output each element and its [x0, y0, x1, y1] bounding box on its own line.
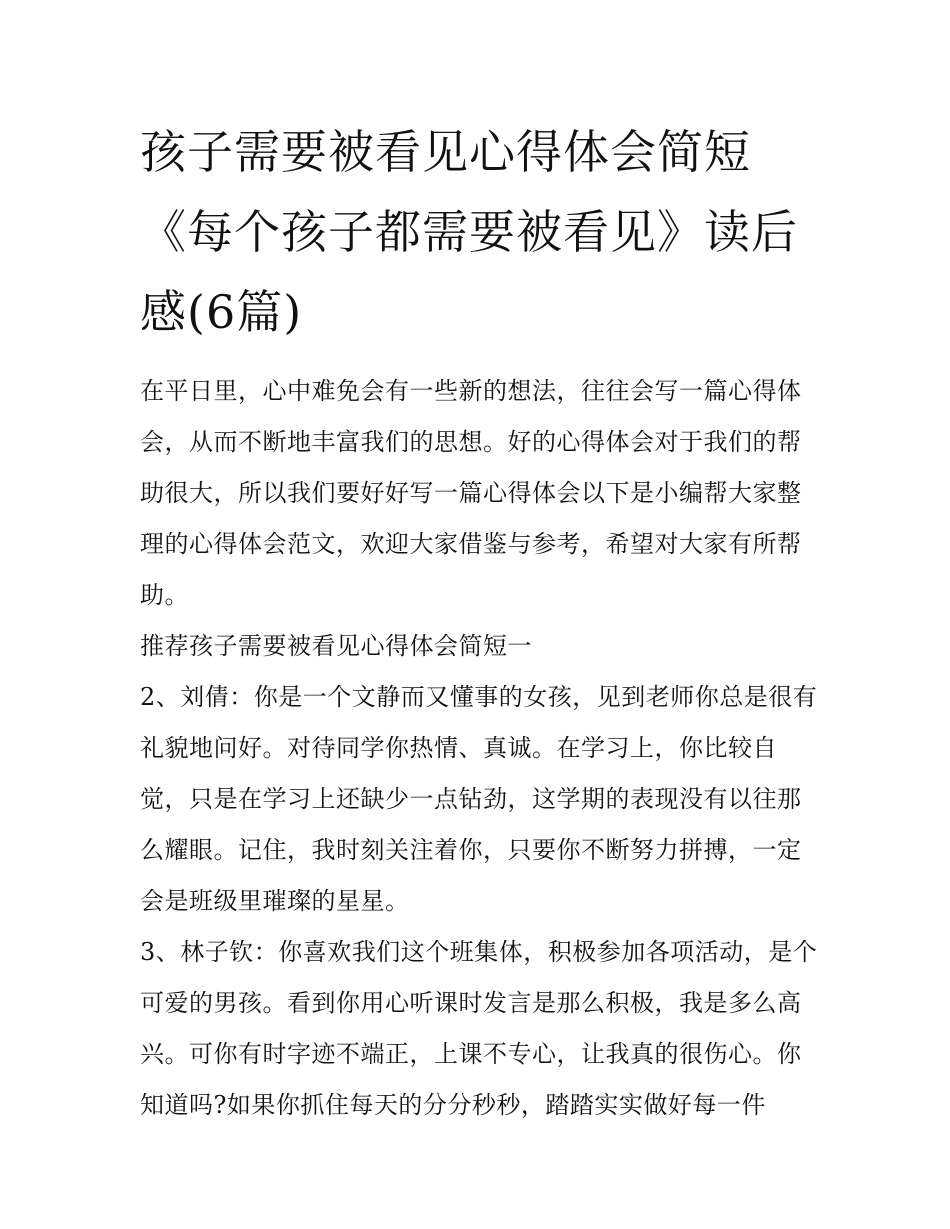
comment-paragraph-liu-qian: 2、刘倩：你是一个文静而又懂事的女孩，见到老师你总是很有礼貌地问好。对待同学你热情、真诚。在学习上，你比较自觉，只是在学习上还缺少一点钻劲，这学期的表现没有以往那么耀眼。记住，我时刻关注着你，只要你不断努力拼搏，一定会是班级里璀璨的星星。: [140, 683, 818, 915]
document-page: [140, 112, 820, 1131]
document-title: 孩子需要被看见心得体会简短《每个孩子都需要被看见》读后感(6篇): [140, 125, 798, 339]
comment-paragraph-lin-ziqin: 3、林子钦：你喜欢我们这个班集体，积极参加各项活动，是个可爱的男孩。看到你用心听课时发言是那么积极，我是多么高兴。可你有时字迹不端正，上课不专心，让我真的很伤心。你知道吗?如果你抓住每天的分分秒秒，踏踏实实做好每一件: [140, 938, 818, 1119]
section-heading: 推荐孩子需要被看见心得体会简短一: [140, 632, 532, 660]
intro-paragraph: 在平日里，心中难免会有一些新的想法，往往会写一篇心得体会，从而不断地丰富我们的思想。好的心得体会对于我们的帮助很大，所以我们要好好写一篇心得体会以下是小编帮大家整理的心得体会范文，欢迎大家借鉴与参考，希望对大家有所帮助。: [140, 377, 802, 609]
